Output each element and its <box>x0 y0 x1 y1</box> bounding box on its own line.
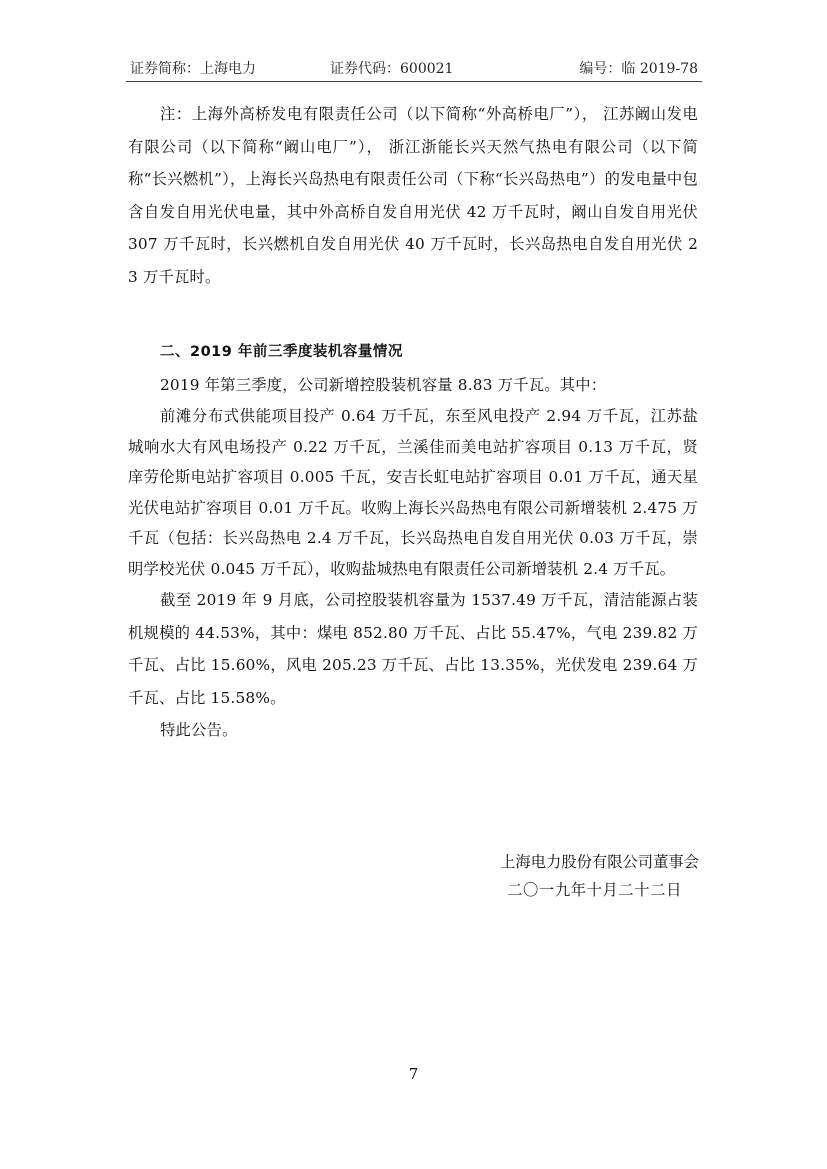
header-announcement-number: 编号：临 2019-78 <box>579 61 698 77</box>
page-header <box>130 58 698 80</box>
page-number: 7 <box>408 1065 419 1083</box>
section-title: 二、2019 年前三季度装机容量情况 <box>160 344 403 360</box>
note-paragraph: 注：上海外高桥发电有限责任公司（以下简称“外高桥电厂”）， 江苏阚山发电有限公司（以下简称“阚山电厂”）， 浙江浙能长兴天然气热电有限公司（以下简称“长兴燃机”），上海长兴岛热电有限责任公司（下称“长兴岛热电”）的发电量中包含自发自用光伏电量，其中外高桥自发自用光伏 42 万千瓦时，阚山自发自用光伏 307 万千瓦时，长兴燃机自发自用光伏 40 万千瓦时，长兴岛热电自发自用光伏 23 万千瓦时。 <box>128 105 698 286</box>
signature-organization: 上海电力股份有限公司董事会 <box>500 853 699 871</box>
section-summary-paragraph: 截至 2019 年 9 月底，公司控股装机容量为 1537.49 万千瓦，清洁能源占装机规模的 44.53%，其中：煤电 852.80 万千瓦、占比 55.47%，气电 239.82 万千瓦、占比 15.60%，风电 205.23 万千瓦、占比 13.35%，光伏发电 239.64 万千瓦、占比 15.58%。 <box>128 591 698 707</box>
section-intro-paragraph: 2019 年第三季度，公司新增控股装机容量 8.83 万千瓦。其中： <box>160 375 607 394</box>
section-detail-paragraph: 前滩分布式供能项目投产 0.64 万千瓦，东至风电投产 2.94 万千瓦，江苏盐城响水大有风电场投产 0.22 万千瓦，兰溪佳而美电站扩容项目 0.13 万千瓦，贤庠劳伦斯电站扩容项目 0.005 千瓦，安吉长虹电站扩容项目 0.01 万千瓦，通天星光伏电站扩容项目 0.01 万千瓦。收购上海长兴岛热电有限公司新增装机 2.475 万千瓦（包括：长兴岛热电 2.4 万千瓦，长兴岛热电自发自用光伏 0.03 万千瓦，崇明学校光伏 0.045 万千瓦），收购盐城热电有限责任公司新增装机 2.4 万千瓦。 <box>128 407 698 578</box>
header-stock-code: 证券代码：600021 <box>330 61 454 77</box>
header-stock-short-name: 证券简称：上海电力 <box>130 61 256 77</box>
closing-paragraph: 特此公告。 <box>160 721 238 739</box>
header-divider <box>126 81 702 82</box>
document-body <box>128 98 698 747</box>
signature-block <box>500 848 699 904</box>
signature-date: 二〇一九年十月二十二日 <box>507 881 682 899</box>
